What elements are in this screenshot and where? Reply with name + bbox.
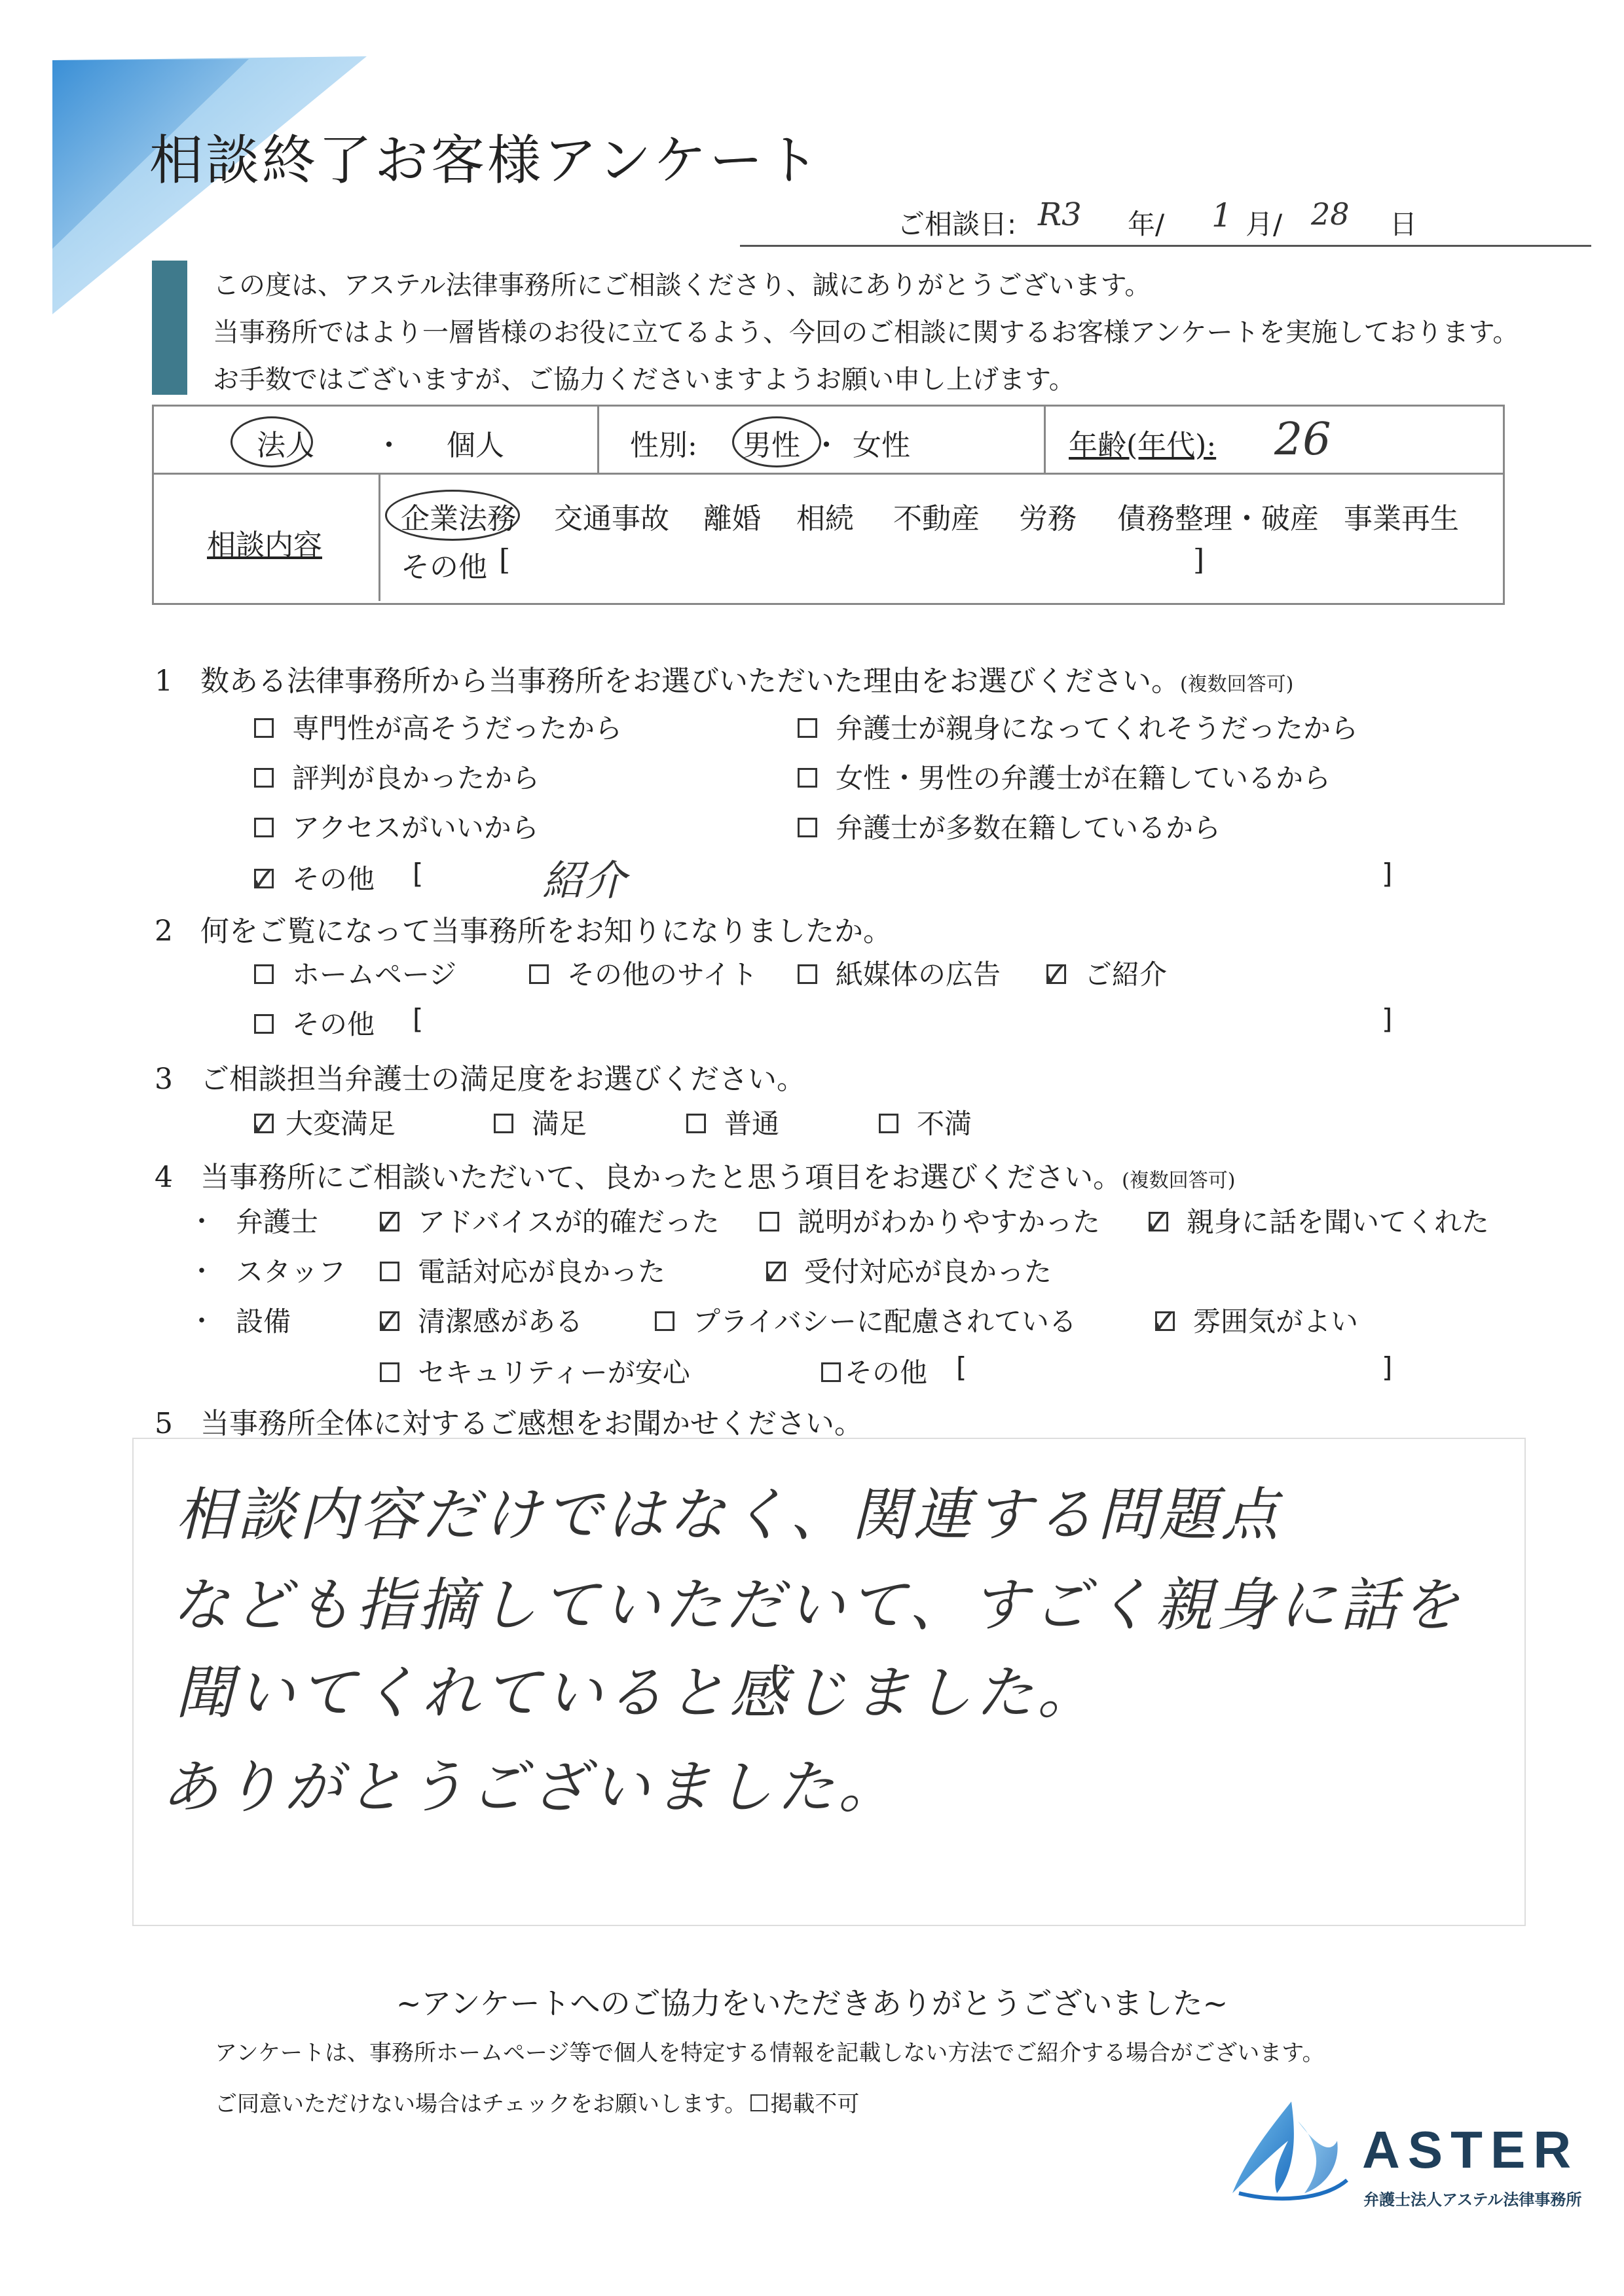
q2-option-other-site[interactable]: その他のサイト: [529, 953, 758, 993]
checkbox[interactable]: [798, 768, 817, 788]
checkbox[interactable]: [380, 1362, 399, 1382]
q5-text: 当事務所全体に対するご感想をお聞かせください。: [200, 1407, 863, 1440]
checkbox[interactable]: [494, 1114, 513, 1133]
q3-option-neutral[interactable]: 普通: [686, 1102, 779, 1142]
q1-option-many-lawyers[interactable]: 弁護士が多数在籍しているから: [798, 807, 1221, 846]
q1-number: 1: [155, 665, 173, 698]
consult-content-label: 相談内容: [207, 528, 322, 562]
checkbox[interactable]: [380, 1262, 399, 1281]
male-option[interactable]: 男性: [743, 429, 800, 462]
q5-answer-line-4: ありがとうございました。: [161, 1753, 900, 1821]
q5-answer-line-3: 聞いてくれていると感じました。: [175, 1659, 1099, 1726]
checked-checkbox[interactable]: [762, 1254, 788, 1291]
check-mark-icon: ✓: [1042, 957, 1069, 994]
q2-option-homepage[interactable]: ホームページ: [254, 953, 456, 993]
checkbox[interactable]: [798, 818, 817, 837]
q4-lawyer-listened[interactable]: ✓ 親身に話を聞いてくれた: [1144, 1204, 1490, 1241]
intro-line-3: お手数ではございますが、ご協力くださいますようお願い申し上げます。: [213, 365, 1075, 395]
q3-text: ご相談担当弁護士の満足度をお選びください。: [200, 1063, 805, 1096]
day-label: 日: [1390, 208, 1418, 240]
q4-text: 当事務所にご相談いただいて、良かったと思う項目をお選びください。: [200, 1161, 1122, 1194]
checked-checkbox[interactable]: [375, 1204, 402, 1241]
page-title: 相談終了お客様アンケート: [149, 130, 822, 192]
q2-other-open-bracket: [: [413, 1003, 424, 1035]
checkbox[interactable]: [254, 718, 274, 738]
date-month: 1: [1211, 196, 1232, 234]
content-debt-bankruptcy[interactable]: 債務整理・破産: [1117, 502, 1319, 536]
bullet: ・: [189, 1207, 215, 1237]
q2-other-close-bracket: ]: [1382, 1003, 1393, 1035]
checkbox[interactable]: [686, 1114, 706, 1133]
q5-number: 5: [155, 1407, 173, 1440]
date-era: R3: [1038, 196, 1082, 233]
q2-number: 2: [155, 915, 173, 948]
content-labor[interactable]: 労務: [1019, 502, 1077, 536]
checkbox[interactable]: [254, 768, 274, 788]
checked-checkbox[interactable]: [249, 1106, 276, 1143]
no-publish-checkbox[interactable]: [750, 2094, 767, 2111]
logo-name: ASTER: [1362, 2121, 1579, 2179]
checked-checkbox[interactable]: [375, 1303, 402, 1341]
q4-other-open-bracket: [: [956, 1351, 967, 1383]
intro-accent-bar: [152, 261, 187, 395]
thanks-message: ~アンケートへのご協力をいただきありがとうございました~: [396, 1986, 1228, 2021]
checkbox[interactable]: [798, 964, 817, 984]
q3-option-satisfied[interactable]: 満足: [494, 1102, 587, 1142]
profile-table-col-line-3: [1044, 405, 1046, 473]
q1-option-other[interactable]: ✓ その他: [249, 861, 375, 898]
q4-facility-clean[interactable]: ✓ 清潔感がある: [375, 1303, 583, 1341]
checkbox[interactable]: [821, 1362, 841, 1382]
q1-option-caring[interactable]: 弁護士が親身になってくれそうだったから: [798, 707, 1358, 746]
q5-answer-line-1: 相談内容だけではなく、関連する問題点: [175, 1481, 1283, 1548]
no-publish-label: 掲載不可: [770, 2091, 860, 2117]
q4-facility-privacy[interactable]: プライバシーに配慮されている: [655, 1300, 1077, 1339]
q3-option-dissatisfied[interactable]: 不満: [879, 1102, 972, 1142]
q4-staff-label: スタッフ: [236, 1256, 346, 1288]
bullet: ・: [189, 1306, 215, 1336]
content-real-estate[interactable]: 不動産: [893, 502, 980, 536]
year-label: 年/: [1128, 208, 1165, 240]
logo-subtitle: 弁護士法人アステル法律事務所: [1363, 2191, 1582, 2209]
content-inheritance[interactable]: 相続: [796, 502, 854, 536]
check-mark-icon: ✓: [249, 1106, 276, 1143]
q4-lawyer-clear[interactable]: 説明がわかりやすかった: [760, 1201, 1100, 1240]
check-mark-icon: ✓: [375, 1303, 402, 1341]
gender-label: 性別:: [630, 429, 697, 462]
check-mark-icon: ✓: [375, 1204, 402, 1241]
check-mark-icon: ✓: [762, 1254, 788, 1291]
dot-separator-2: ・: [812, 429, 841, 462]
q3-number: 3: [155, 1063, 173, 1096]
individual-option[interactable]: 個人: [447, 429, 504, 462]
content-corporate-law[interactable]: 企業法務: [401, 502, 516, 536]
q4-facility-label: 設備: [236, 1305, 291, 1338]
profile-table-col-line-2: [597, 405, 599, 473]
q1-other-value[interactable]: 紹介: [542, 857, 626, 905]
q3-option-very-satisfied[interactable]: ✓ 大変満足: [249, 1106, 396, 1143]
q1-other-open-bracket: [: [413, 858, 424, 890]
q2-option-other[interactable]: その他: [254, 1003, 375, 1042]
q2-option-print-ad[interactable]: 紙媒体の広告: [798, 953, 1001, 993]
q4-facility-other[interactable]: その他: [821, 1351, 927, 1391]
checkbox[interactable]: [798, 718, 817, 738]
q1-option-expertise[interactable]: 専門性が高そうだったから: [254, 707, 622, 746]
checkbox[interactable]: [529, 964, 549, 984]
age-label: 年齢(年代):: [1069, 429, 1217, 462]
check-mark-icon: ✓: [1144, 1204, 1171, 1241]
date-underline: [740, 245, 1591, 247]
q1-option-reputation[interactable]: 評判が良かったから: [254, 757, 540, 796]
q1-note: (複数回答可): [1179, 673, 1294, 696]
content-other-label[interactable]: その他: [401, 551, 487, 584]
intro-line-2: 当事務所ではより一層皆様のお役に立てるよう、今回のご相談に関するお客様アンケートを実施しております。: [213, 318, 1519, 348]
q2-text: 何をご覧になって当事務所をお知りになりましたか。: [200, 915, 892, 948]
q4-lawyer-advice[interactable]: ✓ アドバイスが的確だった: [375, 1204, 720, 1241]
checkbox[interactable]: [879, 1114, 898, 1133]
aster-logo-icon: [1226, 2095, 1350, 2206]
date-label: ご相談日:: [897, 208, 1017, 240]
q1-other-close-bracket: ]: [1382, 858, 1393, 890]
content-other-close-bracket: ]: [1193, 543, 1205, 577]
q4-lawyer-label: 弁護士: [236, 1206, 319, 1238]
content-other-open-bracket: [: [499, 543, 511, 577]
date-day: 28: [1311, 196, 1350, 232]
q4-number: 4: [155, 1161, 173, 1194]
q4-other-close-bracket: ]: [1382, 1351, 1393, 1383]
q1-option-gender[interactable]: 女性・男性の弁護士が在籍しているから: [798, 757, 1331, 796]
checked-checkbox[interactable]: [1042, 957, 1069, 994]
footer-notice-2: ご同意いただけない場合はチェックをお願いします。 掲載不可: [215, 2091, 860, 2117]
profile-table-col-line: [378, 473, 380, 601]
content-traffic-accident[interactable]: 交通事故: [554, 502, 669, 536]
corporate-option[interactable]: 法人: [257, 429, 314, 462]
q4-staff-phone[interactable]: 電話対応が良かった: [380, 1250, 665, 1290]
checked-checkbox[interactable]: [249, 861, 276, 898]
footer-notice-1: アンケートは、事務所ホームページ等で個人を特定する情報を記載しない方法でご紹介する場合がございます。: [215, 2040, 1325, 2066]
q1-option-access[interactable]: アクセスがいいから: [254, 807, 539, 846]
content-business-revival[interactable]: 事業再生: [1344, 502, 1459, 536]
checkbox[interactable]: [760, 1212, 779, 1231]
checkbox[interactable]: [254, 1014, 274, 1034]
bullet: ・: [189, 1256, 215, 1286]
female-option[interactable]: 女性: [853, 429, 910, 462]
q4-facility-atmosphere[interactable]: ✓ 雰囲気がよい: [1151, 1303, 1359, 1341]
q4-note: (複数回答可): [1122, 1169, 1236, 1192]
q5-answer-line-2: なども指摘していただいて、すごく親身に話を: [172, 1571, 1464, 1639]
profile-table-divider: [152, 473, 1503, 475]
checkbox[interactable]: [254, 964, 274, 984]
checked-checkbox[interactable]: [1151, 1303, 1177, 1341]
q4-facility-security[interactable]: セキュリティーが安心: [380, 1351, 690, 1391]
q2-option-referral[interactable]: ✓ ご紹介: [1042, 957, 1168, 994]
checked-checkbox[interactable]: [1144, 1204, 1171, 1241]
q1-text: 数ある法律事務所から当事務所をお選びいただいた理由をお選びください。: [200, 665, 1180, 698]
intro-line-1: この度は、アステル法律事務所にご相談くださり、誠にありがとうございます。: [213, 270, 1151, 301]
content-divorce[interactable]: 離婚: [703, 502, 761, 536]
age-value[interactable]: 26: [1274, 414, 1331, 465]
dot-separator: ・: [375, 429, 403, 462]
month-label: 月/: [1246, 208, 1283, 240]
q4-staff-reception[interactable]: ✓ 受付対応が良かった: [762, 1254, 1052, 1291]
check-mark-icon: ✓: [1151, 1303, 1177, 1341]
check-mark-icon: ✓: [249, 861, 276, 898]
checkbox[interactable]: [655, 1311, 674, 1331]
checkbox[interactable]: [254, 818, 274, 837]
